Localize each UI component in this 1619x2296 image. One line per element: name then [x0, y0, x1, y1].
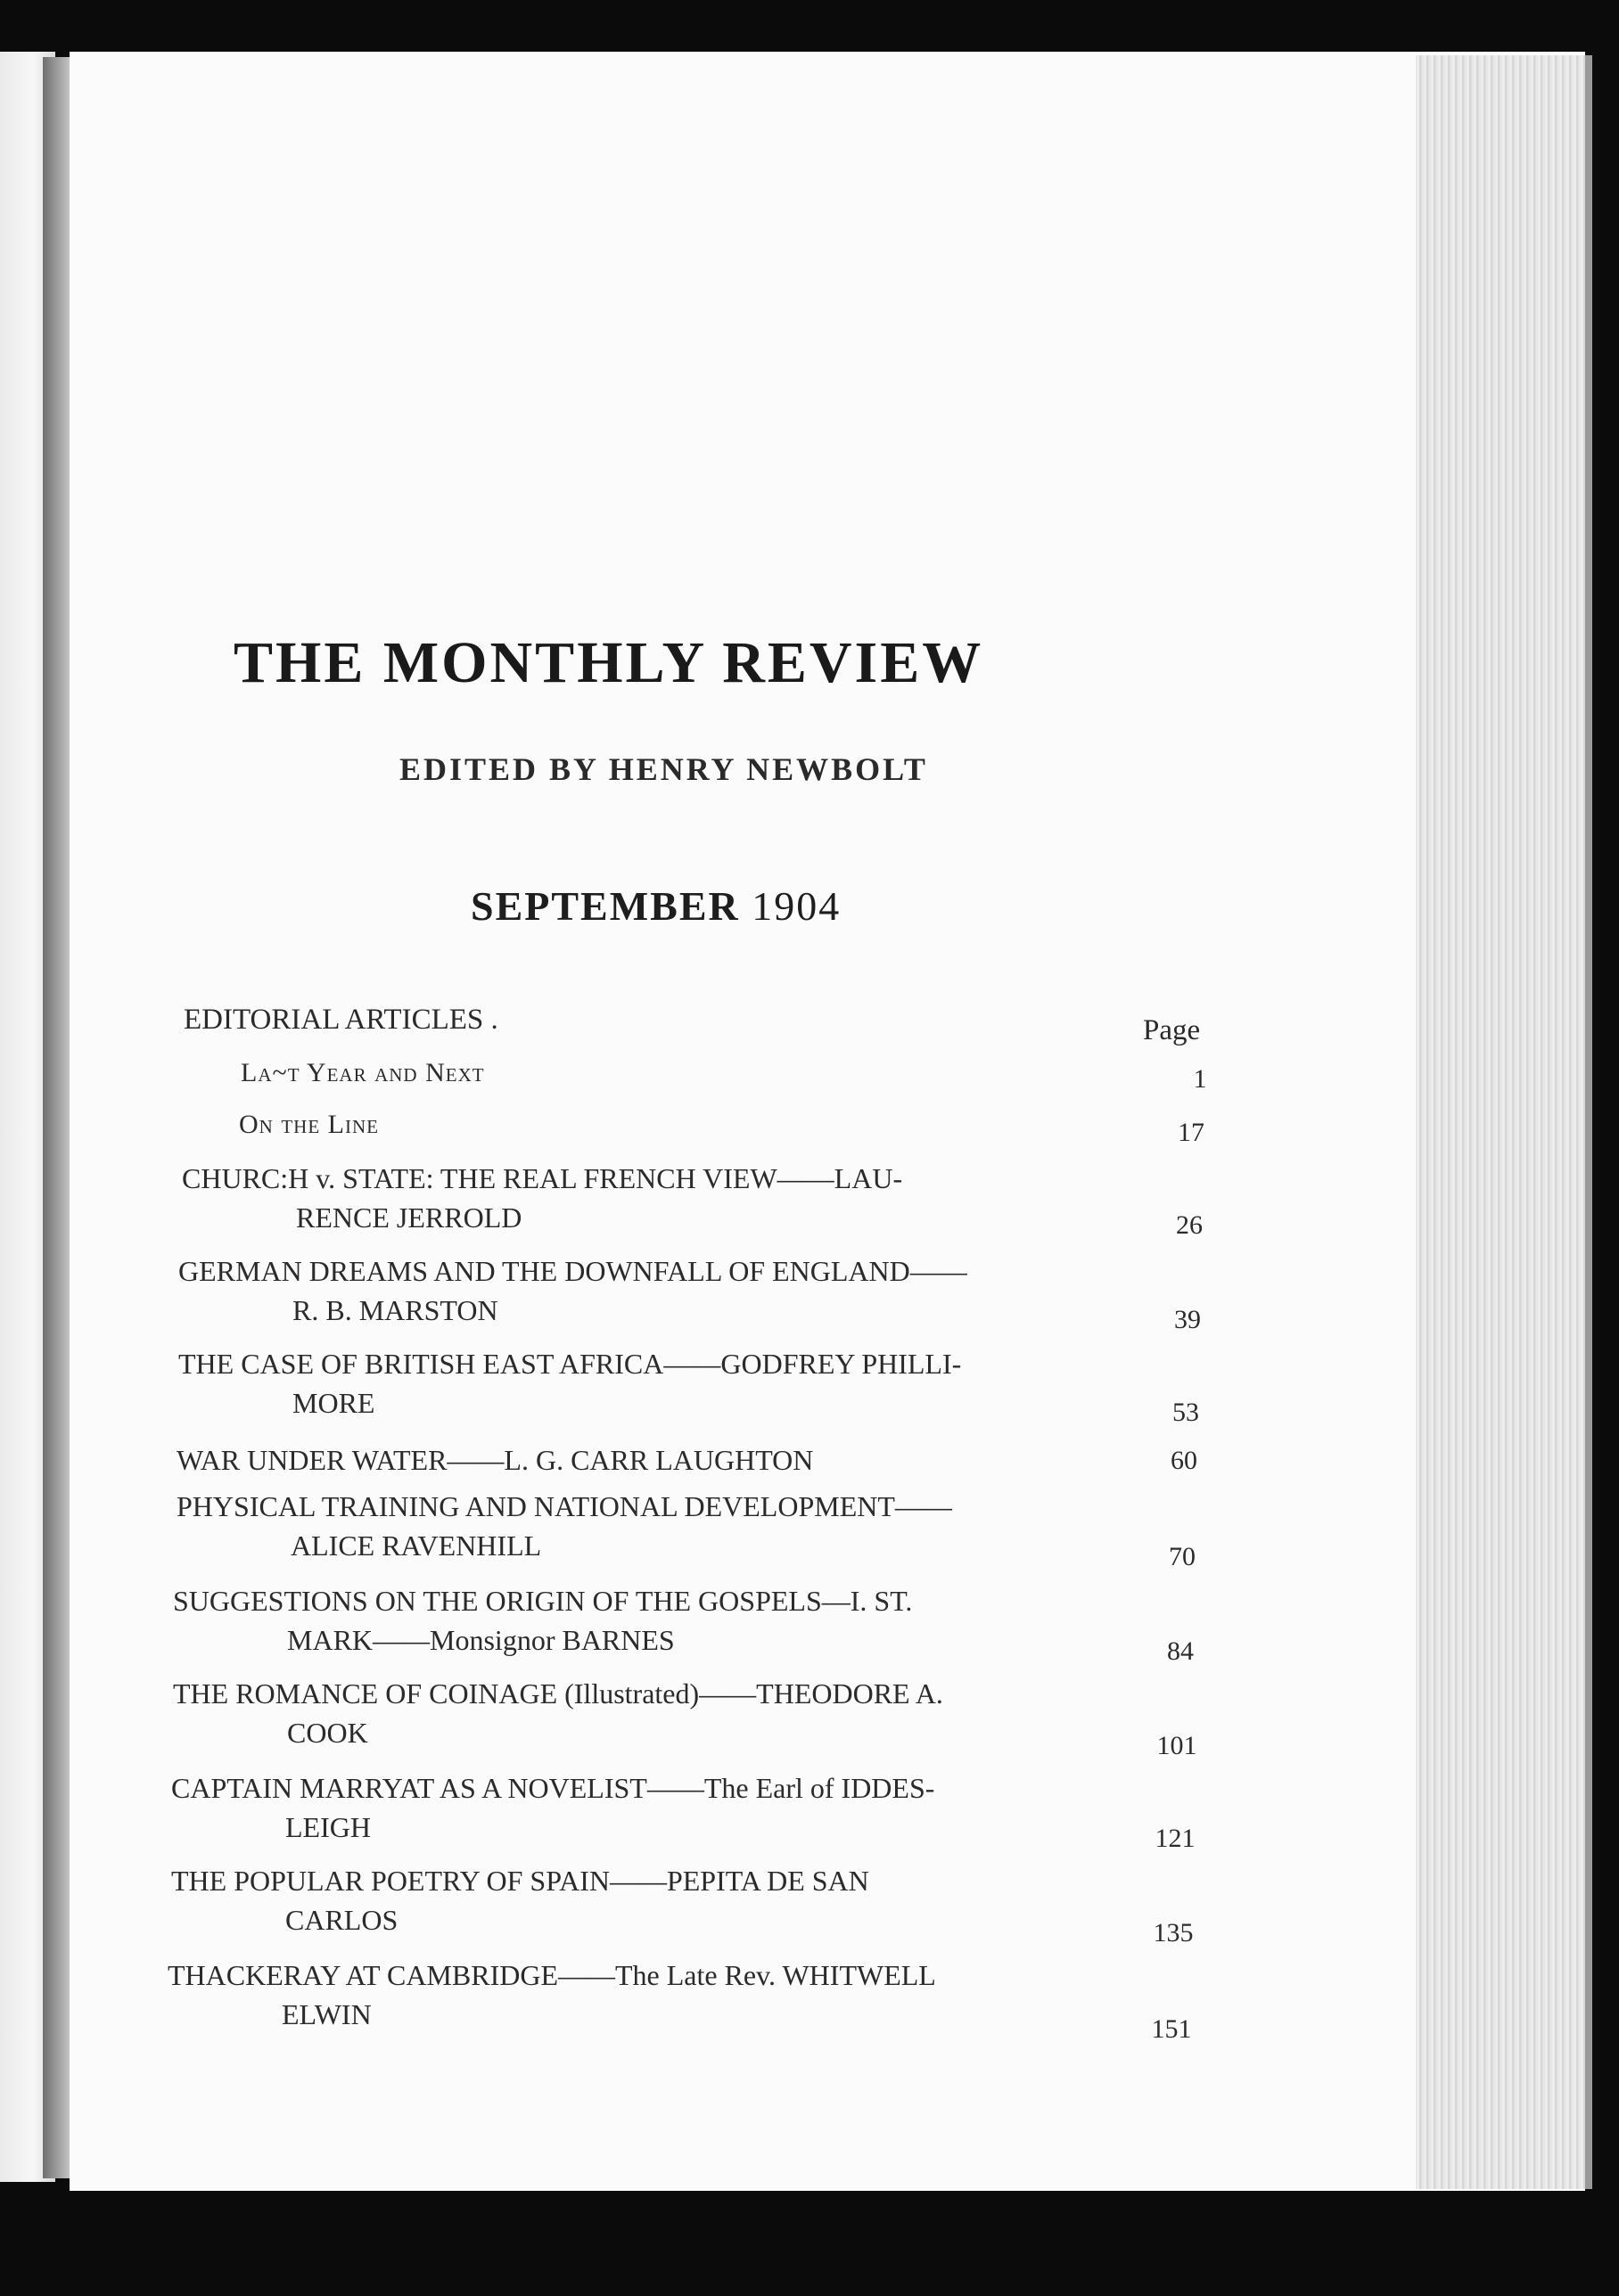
toc-entry	[177, 1440, 813, 1480]
toc-entry-title: CHURC:H v. STATE: THE REAL FRENCH VIEW——LAU-	[182, 1162, 903, 1194]
toc-entry	[182, 1159, 902, 1237]
toc-page-number: 1	[1193, 1064, 1207, 1094]
toc-entry-author: MORE	[292, 1387, 375, 1419]
toc-page-number: 53	[1172, 1398, 1199, 1427]
toc-page-number: 135	[1153, 1918, 1194, 1948]
toc-entry-author: COOK	[287, 1717, 368, 1749]
issue-month: SEPTEMBER	[471, 883, 740, 929]
toc-entry	[178, 1251, 967, 1330]
toc-page-number: 84	[1167, 1636, 1194, 1666]
toc-entry	[171, 1861, 869, 1939]
toc-page-number: 60	[1171, 1446, 1197, 1475]
toc-entry-author: RENCE JERROLD	[296, 1201, 522, 1234]
editor-line: EDITED BY HENRY NEWBOLT	[399, 751, 928, 787]
toc-page-number: 70	[1169, 1542, 1196, 1571]
toc-entry-title: On the Line	[239, 1110, 379, 1139]
toc-entry	[177, 1487, 952, 1565]
toc-entry-title: PHYSICAL TRAINING AND NATIONAL DEVELOPMENT——	[177, 1490, 952, 1522]
toc-page-number: 39	[1174, 1305, 1201, 1334]
toc-page-number: 17	[1178, 1118, 1204, 1147]
toc-entry-title: La~t Year and Next	[241, 1058, 485, 1087]
toc-entry	[173, 1674, 943, 1752]
toc-entry-title: THE POPULAR POETRY OF SPAIN——PEPITA DE SAN	[171, 1865, 869, 1897]
toc-entry	[241, 1054, 485, 1093]
page-title: THE MONTHLY REVIEW	[234, 630, 984, 695]
page-stack-edge	[1416, 55, 1585, 2189]
toc-entry-title: CAPTAIN MARRYAT AS A NOVELIST——The Earl of IDDES-	[171, 1772, 935, 1804]
toc-entry	[239, 1105, 379, 1144]
issue-year: 1904	[752, 883, 842, 929]
toc-entry	[168, 1956, 936, 2034]
toc-page-number: 101	[1156, 1731, 1197, 1760]
toc-entry-title: WAR UNDER WATER——L. G. CARR LAUGHTON	[177, 1444, 814, 1476]
toc-page-number: 151	[1151, 2014, 1192, 2044]
toc-entry	[171, 1768, 934, 1847]
book-gutter	[43, 57, 73, 2178]
toc-entry-author: ALICE RAVENHILL	[291, 1529, 542, 1562]
toc-entry-author: CARLOS	[285, 1904, 399, 1936]
toc-entry-title: THE CASE OF BRITISH EAST AFRICA——GODFREY PHILLI-	[178, 1348, 962, 1380]
toc-entry-author: MARK——Monsignor BARNES	[287, 1624, 675, 1656]
toc-entry-title: GERMAN DREAMS AND THE DOWNFALL OF ENGLAND——	[178, 1255, 967, 1287]
toc-entry-author: LEIGH	[285, 1811, 371, 1843]
section-heading: EDITORIAL ARTICLES .	[184, 1004, 498, 1036]
toc-entry-title: THACKERAY AT CAMBRIDGE——The Late Rev. WHITWELL	[168, 1959, 936, 1991]
toc-entry-author: ELWIN	[282, 1998, 372, 2030]
toc-entry-author: R. B. MARSTON	[292, 1294, 498, 1326]
toc-entry	[178, 1344, 961, 1423]
page-column-label: Page	[1143, 1014, 1201, 1046]
toc-page-number: 26	[1176, 1210, 1203, 1240]
toc-entry	[173, 1581, 912, 1660]
toc-entry-title: SUGGESTIONS ON THE ORIGIN OF THE GOSPELS—I. ST.	[173, 1585, 913, 1617]
issue-date	[471, 882, 841, 930]
toc-page-number: 121	[1155, 1824, 1196, 1853]
toc-entry-title: THE ROMANCE OF COINAGE (Illustrated)——THEODORE A.	[173, 1677, 943, 1710]
